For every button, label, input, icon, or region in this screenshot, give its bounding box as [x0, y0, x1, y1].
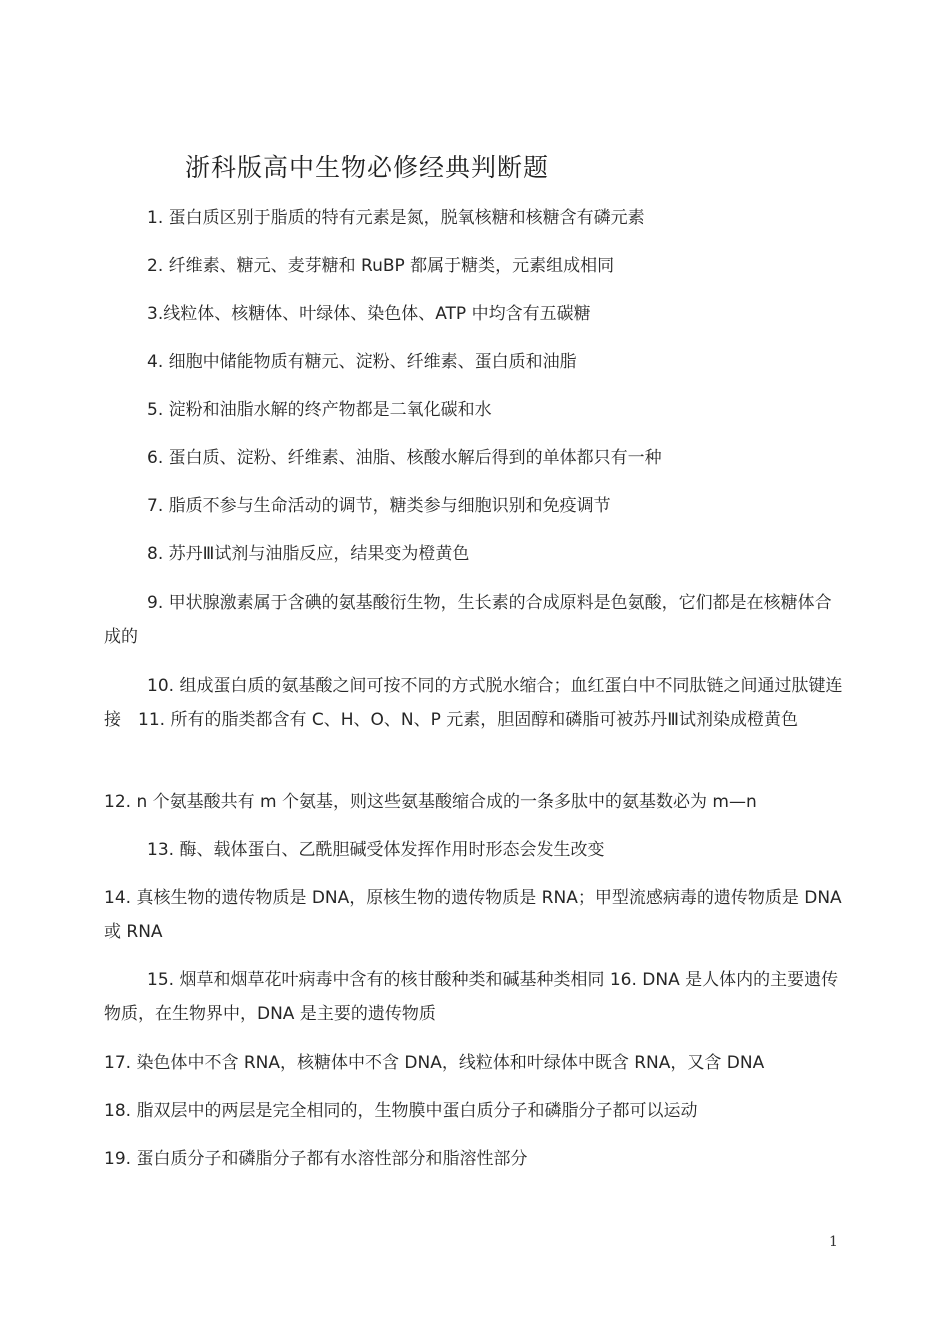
list-item: 2. 纤维素、糖元、麦芽糖和 RuBP 都属于糖类，元素组成相同 [147, 256, 615, 276]
list-item: 14. 真核生物的遗传物质是 DNA，原核生物的遗传物质是 RNA；甲型流感病毒的遗传物质是 DNA 或 RNA [104, 888, 842, 942]
list-item: 5. 淀粉和油脂水解的终产物都是二氧化碳和水 [147, 400, 492, 420]
list-item: 13. 酶、载体蛋白、乙酰胆碱受体发挥作用时形态会发生改变 [147, 840, 605, 860]
page-title: 浙科版高中生物必修经典判断题 [185, 153, 550, 182]
list-item: 8. 苏丹Ⅲ试剂与油脂反应，结果变为橙黄色 [147, 544, 470, 564]
list-item: 7. 脂质不参与生命活动的调节，糖类参与细胞识别和免疫调节 [147, 496, 611, 516]
list-item: 18. 脂双层中的两层是完全相同的，生物膜中蛋白质分子和磷脂分子都可以运动 [104, 1101, 698, 1121]
list-item: 1. 蛋白质区别于脂质的特有元素是氮，脱氧核糖和核糖含有磷元素 [147, 208, 645, 228]
list-item: 10. 组成蛋白质的氨基酸之间可按不同的方式脱水缩合；血红蛋白中不同肽链之间通过肽键连接 11. 所有的脂类都含有 C、H、O、N、P 元素，胆固醇和磷脂可被苏丹Ⅲ试剂染成橙黄色 [104, 676, 843, 730]
list-item: 12. n 个氨基酸共有 m 个氨基，则这些氨基酸缩合成的一条多肽中的氨基数必为 m—n [104, 792, 757, 812]
list-item: 15. 烟草和烟草花叶病毒中含有的核甘酸种类和碱基种类相同 16. DNA 是人体内的主要遗传物质，在生物界中，DNA 是主要的遗传物质 [104, 970, 839, 1024]
list-item: 4. 细胞中储能物质有糖元、淀粉、纤维素、蛋白质和油脂 [147, 352, 577, 372]
list-item: 6. 蛋白质、淀粉、纤维素、油脂、核酸水解后得到的单体都只有一种 [147, 448, 662, 468]
list-item: 17. 染色体中不含 RNA，核糖体中不含 DNA，线粒体和叶绿体中既含 RNA，又含 DNA [104, 1053, 765, 1073]
list-item: 19. 蛋白质分子和磷脂分子都有水溶性部分和脂溶性部分 [104, 1149, 528, 1169]
list-item: 9. 甲状腺激素属于含碘的氨基酸衍生物，生长素的合成原料是色氨酸，它们都是在核糖体合成的 [104, 593, 832, 647]
page-number: 1 [829, 1234, 838, 1250]
list-item: 3.线粒体、核糖体、叶绿体、染色体、ATP 中均含有五碳糖 [147, 304, 591, 324]
